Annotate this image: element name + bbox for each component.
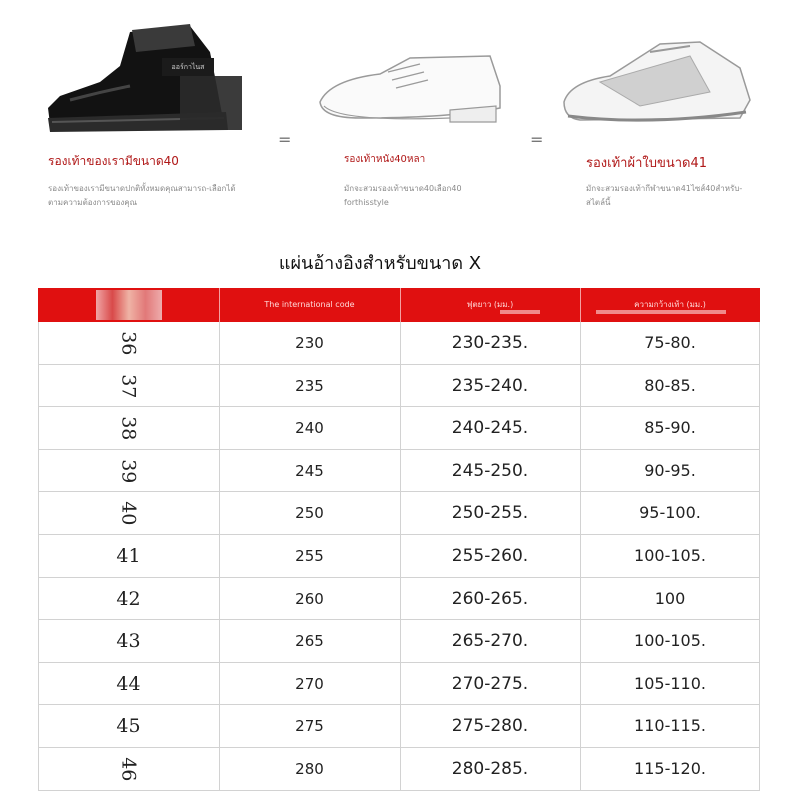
table-row xyxy=(38,663,760,706)
column-divider xyxy=(580,407,581,450)
column-divider xyxy=(580,365,581,408)
cell-text: 41 xyxy=(116,545,141,567)
column-divider xyxy=(219,578,220,621)
dress-shoe-card xyxy=(300,22,530,222)
foot-width-cell xyxy=(580,705,760,748)
column-divider xyxy=(219,748,220,791)
intl-code-cell xyxy=(219,407,400,450)
column-divider xyxy=(759,620,760,663)
header-intl-code: The international code xyxy=(264,300,355,309)
column-divider xyxy=(759,578,760,621)
store-tag: ออร์กาไนส xyxy=(162,58,214,76)
column-divider xyxy=(400,620,401,663)
size-cell xyxy=(38,663,219,706)
foot-length-cell xyxy=(400,450,580,493)
foot-width-cell xyxy=(580,322,760,365)
cell-text: 275 xyxy=(295,717,324,736)
foot-width-cell xyxy=(580,748,760,791)
table-row xyxy=(38,365,760,408)
cell-text: 230 xyxy=(295,334,324,352)
cell-text: 260-265. xyxy=(451,588,529,609)
foot-length-cell xyxy=(400,663,580,706)
foot-width-cell xyxy=(580,365,760,408)
foot-length-cell xyxy=(400,407,580,450)
size-cell xyxy=(38,492,219,535)
cell-text: 42 xyxy=(116,587,141,610)
column-divider xyxy=(400,407,401,450)
column-divider xyxy=(400,365,401,408)
column-divider xyxy=(38,705,39,748)
size-chart-title: แผ่นอ้างอิงสำหรับขนาด X xyxy=(278,253,482,274)
column-divider xyxy=(580,620,581,663)
cell-text: 95-100. xyxy=(639,503,701,523)
cell-text: 230-235. xyxy=(451,333,529,353)
cell-text: 90-95. xyxy=(644,460,696,480)
cell-text: 115-120. xyxy=(634,759,706,778)
header-underline xyxy=(500,310,540,314)
cell-text: 100-105. xyxy=(634,546,706,565)
foot-length-cell xyxy=(400,322,580,365)
cell-text: 240 xyxy=(295,419,324,438)
column-divider xyxy=(580,578,581,621)
column-divider xyxy=(219,705,220,748)
column-divider xyxy=(759,365,760,408)
column-divider xyxy=(38,535,39,578)
column-divider xyxy=(580,492,581,535)
column-divider xyxy=(219,492,220,535)
intl-code-cell xyxy=(219,450,400,493)
intl-code-cell xyxy=(219,322,400,365)
column-divider xyxy=(580,450,581,493)
column-divider xyxy=(759,407,760,450)
table-row xyxy=(38,620,760,663)
intl-code-cell xyxy=(219,748,400,791)
table-row xyxy=(38,705,760,748)
size-cell xyxy=(38,450,219,493)
cell-text: 100 xyxy=(654,588,686,608)
cell-text: 44 xyxy=(116,672,141,695)
intl-code-cell xyxy=(219,492,400,535)
column-divider xyxy=(38,322,39,365)
column-divider xyxy=(580,705,581,748)
foot-length-cell xyxy=(400,578,580,621)
cell-text: 43 xyxy=(116,630,141,653)
size-cell xyxy=(38,365,219,408)
cell-text: 45 xyxy=(116,715,141,738)
card-title: รองเท้าหนัง40หลา xyxy=(344,154,426,165)
intl-code-cell xyxy=(219,620,400,663)
column-divider xyxy=(580,535,581,578)
cell-text: 270-275. xyxy=(451,673,529,694)
cell-text: 280 xyxy=(295,760,324,778)
column-divider xyxy=(219,365,220,408)
size-cell xyxy=(38,535,219,578)
card-desc: รองเท้าของเรามีขนาดปกติทั้งหมดคุณสามารถ-เลือกได้ตามความต้องการของคุณ xyxy=(48,184,236,207)
column-divider xyxy=(580,663,581,706)
column-divider xyxy=(38,365,39,408)
foot-length-cell xyxy=(400,365,580,408)
column-divider xyxy=(219,322,220,365)
header-foot-length: ฟุตยาว (มม.) xyxy=(466,300,514,309)
column-divider xyxy=(759,492,760,535)
column-divider xyxy=(38,407,39,450)
cell-text: 255 xyxy=(295,547,324,565)
foot-width-cell xyxy=(580,620,760,663)
cell-text: 250-255. xyxy=(451,503,529,524)
cell-text: 37 xyxy=(117,373,140,398)
equals-sign: = xyxy=(530,130,544,149)
cell-text: 38 xyxy=(117,416,140,441)
column-divider xyxy=(219,663,220,706)
intl-code-cell xyxy=(219,365,400,408)
sneaker-card xyxy=(540,22,770,222)
header-size xyxy=(38,288,219,322)
column-divider xyxy=(759,663,760,706)
intl-code-cell xyxy=(219,535,400,578)
table-header xyxy=(38,288,760,322)
cell-text: 36 xyxy=(117,331,140,356)
size-cell xyxy=(38,407,219,450)
cell-text: 245-250. xyxy=(451,460,529,481)
foot-width-cell xyxy=(580,492,760,535)
oxford-shoe-icon xyxy=(300,22,530,142)
column-divider xyxy=(219,620,220,663)
size-cell xyxy=(38,322,219,365)
cell-text: 280-285. xyxy=(451,759,529,779)
column-divider xyxy=(400,322,401,365)
foot-width-cell xyxy=(580,450,760,493)
cell-text: 260 xyxy=(295,589,324,608)
column-divider xyxy=(38,492,39,535)
header-underline xyxy=(596,310,726,314)
equals-sign: = xyxy=(278,130,292,149)
cell-text: 245 xyxy=(295,461,324,480)
foot-length-cell xyxy=(400,620,580,663)
size-cell xyxy=(38,578,219,621)
cell-text: 39 xyxy=(117,459,140,484)
column-divider xyxy=(38,748,39,791)
card-title: รองเท้าของเรามีขนาด40 xyxy=(48,154,179,168)
cell-text: 110-115. xyxy=(634,716,706,736)
foot-width-cell xyxy=(580,535,760,578)
cell-text: 270 xyxy=(295,674,324,693)
column-divider xyxy=(400,450,401,493)
shoe-comparison-section xyxy=(0,0,800,240)
cell-text: 85-90. xyxy=(644,418,696,438)
cell-text: 265 xyxy=(295,632,324,651)
column-divider xyxy=(38,450,39,493)
cell-text: 255-260. xyxy=(451,546,529,566)
intl-code-cell xyxy=(219,705,400,748)
table-row xyxy=(38,578,760,621)
table-row xyxy=(38,322,760,365)
column-divider xyxy=(38,620,39,663)
foot-length-cell xyxy=(400,535,580,578)
foot-length-cell xyxy=(400,705,580,748)
table-row xyxy=(38,535,760,578)
size-cell xyxy=(38,748,219,791)
boot-card xyxy=(40,22,270,222)
column-divider xyxy=(580,322,581,365)
column-divider xyxy=(759,748,760,791)
blurred-patch xyxy=(180,76,242,130)
cell-text: 235-240. xyxy=(451,375,529,396)
column-divider xyxy=(759,705,760,748)
column-divider xyxy=(38,663,39,706)
column-divider xyxy=(400,578,401,621)
column-divider xyxy=(580,748,581,791)
cell-text: 46 xyxy=(117,757,140,782)
cell-text: 275-280. xyxy=(451,716,529,737)
table-row xyxy=(38,450,760,493)
column-divider xyxy=(759,535,760,578)
cell-text: 80-85. xyxy=(644,375,696,395)
cell-text: 235 xyxy=(295,376,324,395)
foot-width-cell xyxy=(580,407,760,450)
cell-text: 75-80. xyxy=(644,333,696,352)
intl-code-cell xyxy=(219,578,400,621)
foot-length-cell xyxy=(400,748,580,791)
cell-text: 265-270. xyxy=(451,631,529,652)
cell-text: 105-110. xyxy=(634,673,706,693)
column-divider xyxy=(219,407,220,450)
column-divider xyxy=(400,663,401,706)
table-row xyxy=(38,748,760,791)
table-row xyxy=(38,407,760,450)
column-divider xyxy=(400,705,401,748)
column-divider xyxy=(38,578,39,621)
intl-code-cell xyxy=(219,663,400,706)
card-title: รองเท้าผ้าใบขนาด41 xyxy=(586,156,708,171)
column-divider xyxy=(219,535,220,578)
column-divider xyxy=(400,748,401,791)
card-desc: มักจะสวมรองเท้ากีฬาขนาด41ไซส์40สำหรับ-สไตล์นี้ xyxy=(586,184,743,207)
column-divider xyxy=(400,535,401,578)
sneaker-icon xyxy=(540,22,770,142)
foot-width-cell xyxy=(580,578,760,621)
column-divider xyxy=(219,450,220,493)
table-row xyxy=(38,492,760,535)
size-cell xyxy=(38,705,219,748)
size-cell xyxy=(38,620,219,663)
foot-length-cell xyxy=(400,492,580,535)
column-divider xyxy=(759,450,760,493)
foot-width-cell xyxy=(580,663,760,706)
cell-text: 40 xyxy=(117,501,140,526)
cell-text: 250 xyxy=(295,504,324,523)
column-divider xyxy=(400,492,401,535)
column-divider xyxy=(759,322,760,365)
cell-text: 100-105. xyxy=(634,631,706,651)
cell-text: 240-245. xyxy=(451,418,529,439)
header-foot-width: ความกว้างเท้า (มม.) xyxy=(634,300,706,309)
card-desc: มักจะสวมรองเท้าขนาด40เลือก40 forthisstyle xyxy=(344,184,462,207)
